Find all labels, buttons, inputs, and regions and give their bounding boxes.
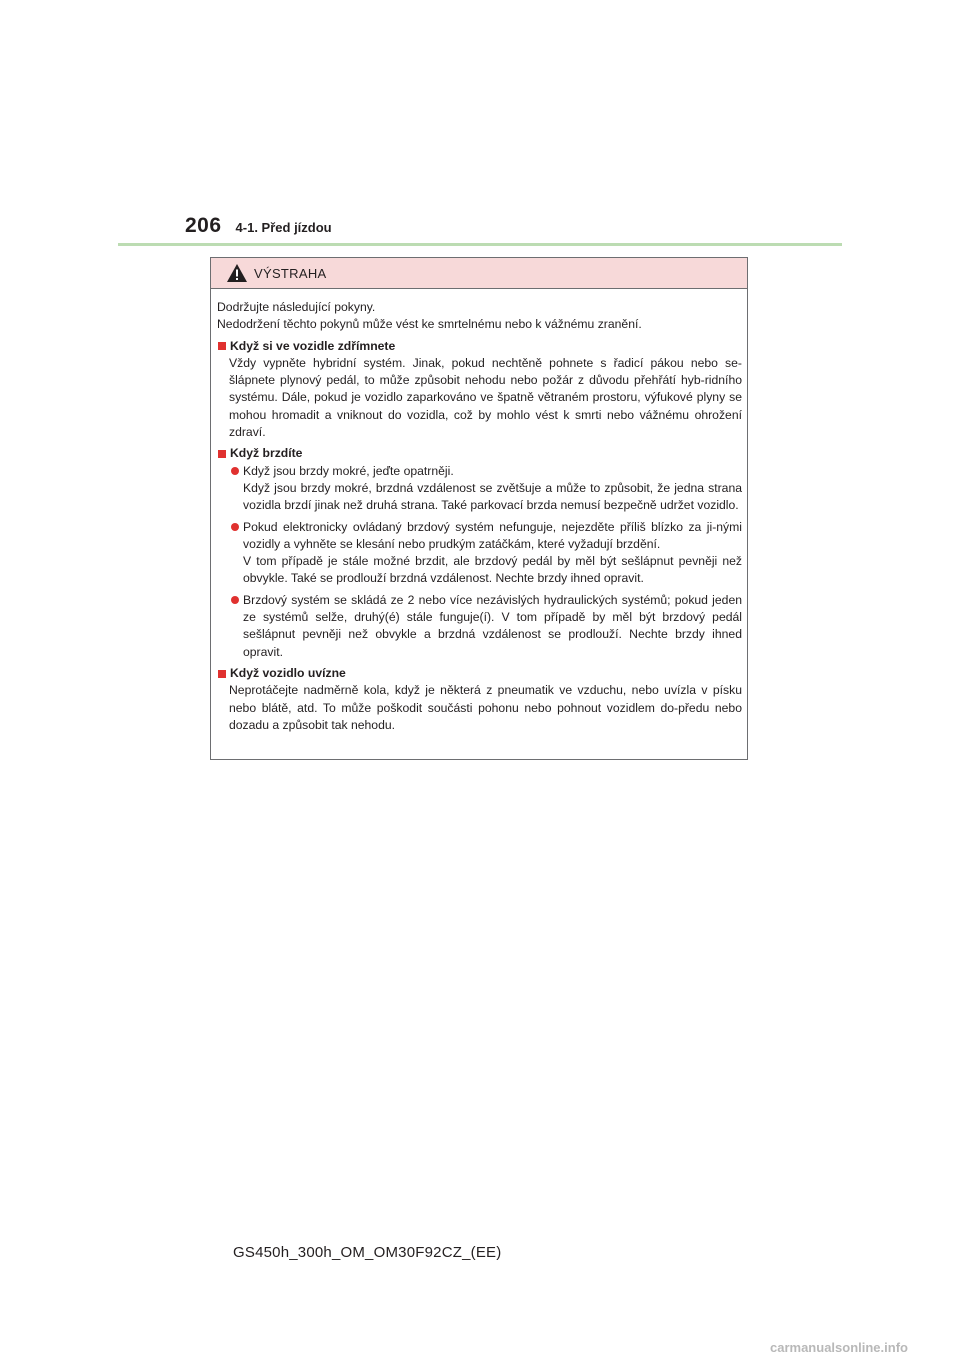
bullet-item — [231, 519, 742, 588]
intro-line: Dodržujte následující pokyny. — [217, 300, 376, 314]
red-square-marker-icon — [218, 342, 226, 350]
bullet-item — [231, 463, 742, 515]
page-number: 206 — [185, 214, 222, 237]
subsection-heading — [217, 338, 742, 355]
warning-box — [210, 257, 748, 760]
red-bullet-icon — [231, 596, 239, 604]
subsection-text: Vždy vypněte hybridní systém. Jinak, pokud nechtěně pohnete s řadicí pákou nebo se-šlápnete plynový pedál, to může způsobit nehodu nebo požár z důvodu přehřátí hyb-ridního systému. Dále, pokud je vozidlo zaparkováno ve špatně větraném prostoru, výfukové plyny se mohou hromadit a vniknout do vozidla, což by mohlo vést k smrti nebo vážnému ohrožení zdraví. — [229, 355, 742, 440]
intro-line: Nedodržení těchto pokynů může vést ke smrtelnému nebo k vážnému zranění. — [217, 317, 642, 332]
warning-title: VÝSTRAHA — [254, 265, 327, 281]
bullet-text: Pokud elektronicky ovládaný brzdový systém nefunguje, nejezděte příliš blízko za ji-nými vozidly a vyhněte se klesání nebo prudkým zatáčkám, které vyžadují brzdění. — [243, 519, 742, 551]
bullet-item — [231, 592, 742, 661]
bullet-text: V tom případě je stále možné brzdit, ale brzdový pedál by měl být sešlápnut pevněji než obvykle. Také se prodlouží brzdná vzdálenost. Nechte brzdy ihned opravit. — [243, 554, 742, 586]
warning-header — [211, 258, 747, 289]
subsection-heading — [217, 445, 742, 462]
bullet-text: Když jsou brzdy mokré, jeďte opatrněji. — [243, 463, 454, 478]
bullet-text: Když jsou brzdy mokré, brzdná vzdálenost se zvětšuje a může to způsobit, že jedna strana vozidla brzdí jinak než druhá strana. Také parkovací brzda nemusí bezpečně udržet vozidlo. — [243, 480, 742, 513]
subsection-text: Neprotáčejte nadměrně kola, když je některá z pneumatik ve vzduchu, nebo uvízla v písku nebo blátě, atd. To může poškodit součásti pohonu nebo pohnout vozidlem do-předu nebo dozadu a způsobit tak nehodu. — [229, 683, 742, 732]
page-header — [185, 214, 332, 238]
subsection-heading — [217, 665, 742, 682]
warning-body — [211, 289, 747, 734]
document-code: GS450h_300h_OM_OM30F92CZ_(EE) — [233, 1244, 502, 1261]
bullet-text: Brzdový systém se skládá ze 2 nebo více nezávislých hydraulických systémů; pokud jeden ze systémů selže, druhý(é) stále funguje(í). V tom případě by měl být brzdový pedál sešlápnut pevněji než obvykle a brzdná vzdálenost se prodlouží. Nechte brzdy ihned opravit. — [243, 592, 742, 659]
red-bullet-icon — [231, 523, 239, 531]
red-bullet-icon — [231, 467, 239, 475]
subsection-heading-text: Když brzdíte — [230, 446, 303, 461]
subsection-heading-text: Když vozidlo uvízne — [230, 665, 346, 680]
warning-intro — [217, 299, 742, 334]
header-rule — [118, 243, 842, 246]
warning-triangle-icon — [226, 263, 248, 283]
section-title: 4-1. Před jízdou — [235, 220, 332, 235]
subsection-heading-text: Když si ve vozidle zdřímnete — [230, 338, 396, 353]
watermark: carmanualsonline.info — [770, 1340, 908, 1355]
red-square-marker-icon — [218, 670, 226, 678]
red-square-marker-icon — [218, 450, 226, 458]
